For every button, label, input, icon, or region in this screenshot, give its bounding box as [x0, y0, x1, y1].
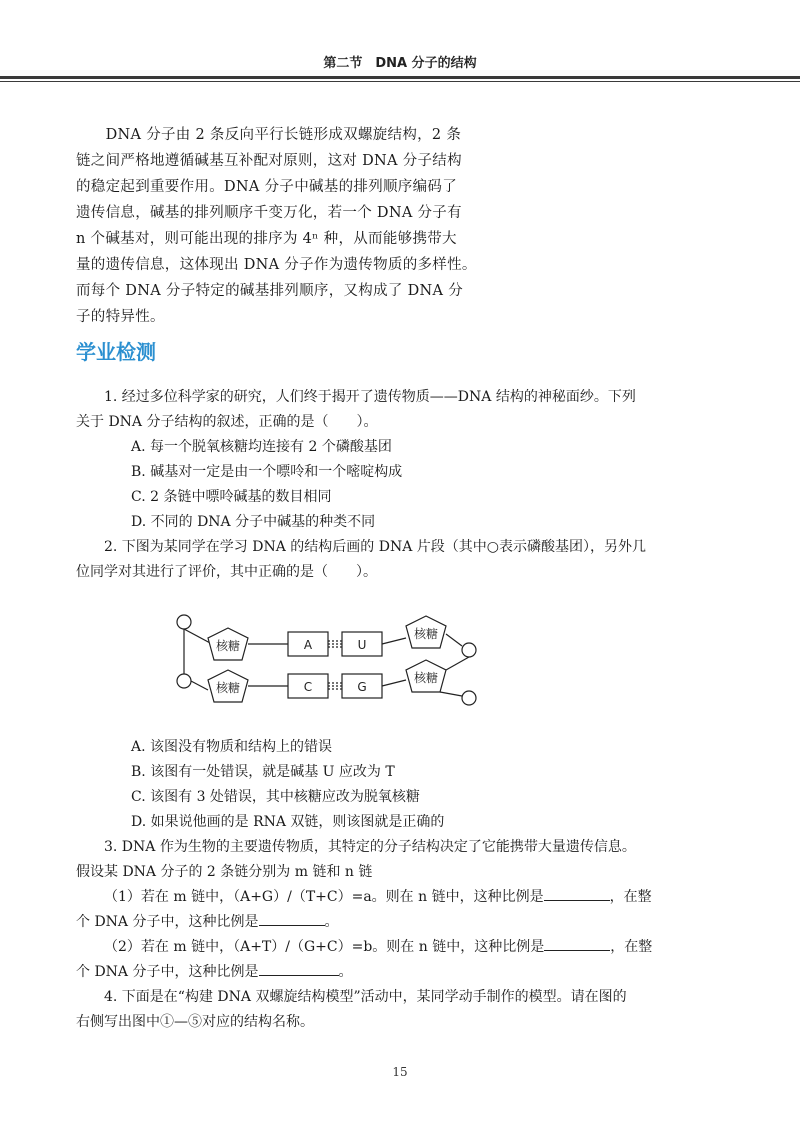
question-2-option-d: D. 如果说他画的是 RNA 双链，则该图就是正确的	[131, 814, 445, 830]
question-4	[76, 985, 726, 1035]
phosphate-circle	[462, 643, 476, 657]
question-2-option-b: B. 该图有一处错误，就是碱基 U 应改为 T	[131, 764, 395, 780]
intro-line: DNA 分子由 2 条反向平行长链形成双螺旋结构，2 条	[76, 127, 462, 143]
base-label-u: U	[357, 638, 367, 652]
question-3-stem: 3. DNA 作为生物的主要遗传物质，其特定的分子结构决定了它能携带大量遗传信息。	[104, 839, 636, 855]
phosphate-circle	[177, 615, 191, 629]
sugar-label: 核糖	[413, 627, 439, 641]
question-3-sub1-cont: 个 DNA 分子中，这种比例是 。	[76, 910, 726, 935]
question-3-sub2-cont: 个 DNA 分子中，这种比例是 。	[76, 960, 726, 985]
intro-line: 的稳定起到重要作用。DNA 分子中碱基的排列顺序编码了	[76, 179, 457, 195]
question-2-options	[76, 735, 726, 835]
question-1-option-d: D. 不同的 DNA 分子中碱基的种类不同	[131, 514, 376, 530]
question-3-sub1: （1）若在 m 链中，（A+G）/（T+C）=a。则在 n 链中，这种比例是 ，在整	[76, 885, 726, 910]
question-1-option-b: B. 碱基对一定是由一个嘌呤和一个嘧啶构成	[131, 464, 403, 480]
intro-paragraph	[76, 122, 496, 330]
intro-line: 遗传信息，碱基的排列顺序千变万化，若一个 DNA 分子有	[76, 205, 462, 221]
base-label-a: A	[303, 638, 313, 652]
intro-line: 量的遗传信息，这体现出 DNA 分子作为遗传物质的多样性。	[76, 257, 477, 273]
question-2	[76, 535, 726, 585]
intro-line: n 个碱基对，则可能出现的排序为 4ⁿ 种，从而能够携带大	[76, 231, 457, 247]
header-rule-thin	[0, 81, 800, 82]
intro-line: 链之间严格地遵循碱基互补配对原则，这对 DNA 分子结构	[76, 153, 462, 169]
question-4-stem: 4. 下面是在“构建 DNA 双螺旋结构模型”活动中，某同学动手制作的模型。请在图的	[104, 989, 627, 1005]
phosphate-circle	[177, 674, 191, 688]
answer-blank[interactable]	[544, 936, 610, 951]
question-3-sub2: （2）若在 m 链中，（A+T）/（G+C）=b。则在 n 链中，这种比例是 ，在整	[76, 935, 726, 960]
question-4-stem-cont: 右侧写出图中①—⑤对应的结构名称。	[76, 1014, 314, 1030]
question-1-stem-cont: 关于 DNA 分子结构的叙述，正确的是（ ）。	[76, 414, 378, 430]
answer-blank[interactable]	[259, 911, 325, 926]
sugar-label: 核糖	[215, 681, 241, 695]
intro-line: 而每个 DNA 分子特定的碱基排列顺序，又构成了 DNA 分	[76, 283, 464, 299]
sugar-label: 核糖	[413, 671, 439, 685]
base-label-c: C	[303, 680, 313, 694]
header-rule-thick	[0, 76, 800, 79]
intro-line: 子的特异性。	[76, 309, 165, 325]
sugar-label: 核糖	[215, 639, 241, 653]
dna-fragment-diagram	[172, 608, 488, 712]
section-title: 学业检测	[76, 340, 156, 364]
answer-blank[interactable]	[544, 886, 610, 901]
running-header: 第二节 DNA 分子的结构	[323, 56, 477, 71]
question-2-stem: 2. 下图为某同学在学习 DNA 的结构后画的 DNA 片段（其中○表示磷酸基团），另外几	[104, 539, 646, 555]
question-2-stem-cont: 位同学对其进行了评价，其中正确的是（ ）。	[76, 564, 377, 580]
question-1-option-c: C. 2 条链中嘌呤碱基的数目相同	[131, 489, 332, 505]
question-1	[76, 385, 726, 535]
phosphate-circle	[462, 691, 476, 705]
base-label-g: G	[357, 680, 367, 694]
answer-blank[interactable]	[259, 961, 339, 976]
question-2-option-c: C. 该图有 3 处错误，其中核糖应改为脱氧核糖	[131, 789, 420, 805]
question-1-option-a: A. 每一个脱氧核糖均连接有 2 个磷酸基团	[131, 439, 392, 455]
question-3-stem-cont: 假设某 DNA 分子的 2 条链分别为 m 链和 n 链	[76, 864, 373, 880]
question-2-option-a: A. 该图没有物质和结构上的错误	[131, 739, 333, 755]
question-1-stem: 1. 经过多位科学家的研究，人们终于揭开了遗传物质——DNA 结构的神秘面纱。下列	[104, 389, 636, 405]
question-3	[76, 835, 726, 985]
page-number: 15	[392, 1065, 408, 1079]
